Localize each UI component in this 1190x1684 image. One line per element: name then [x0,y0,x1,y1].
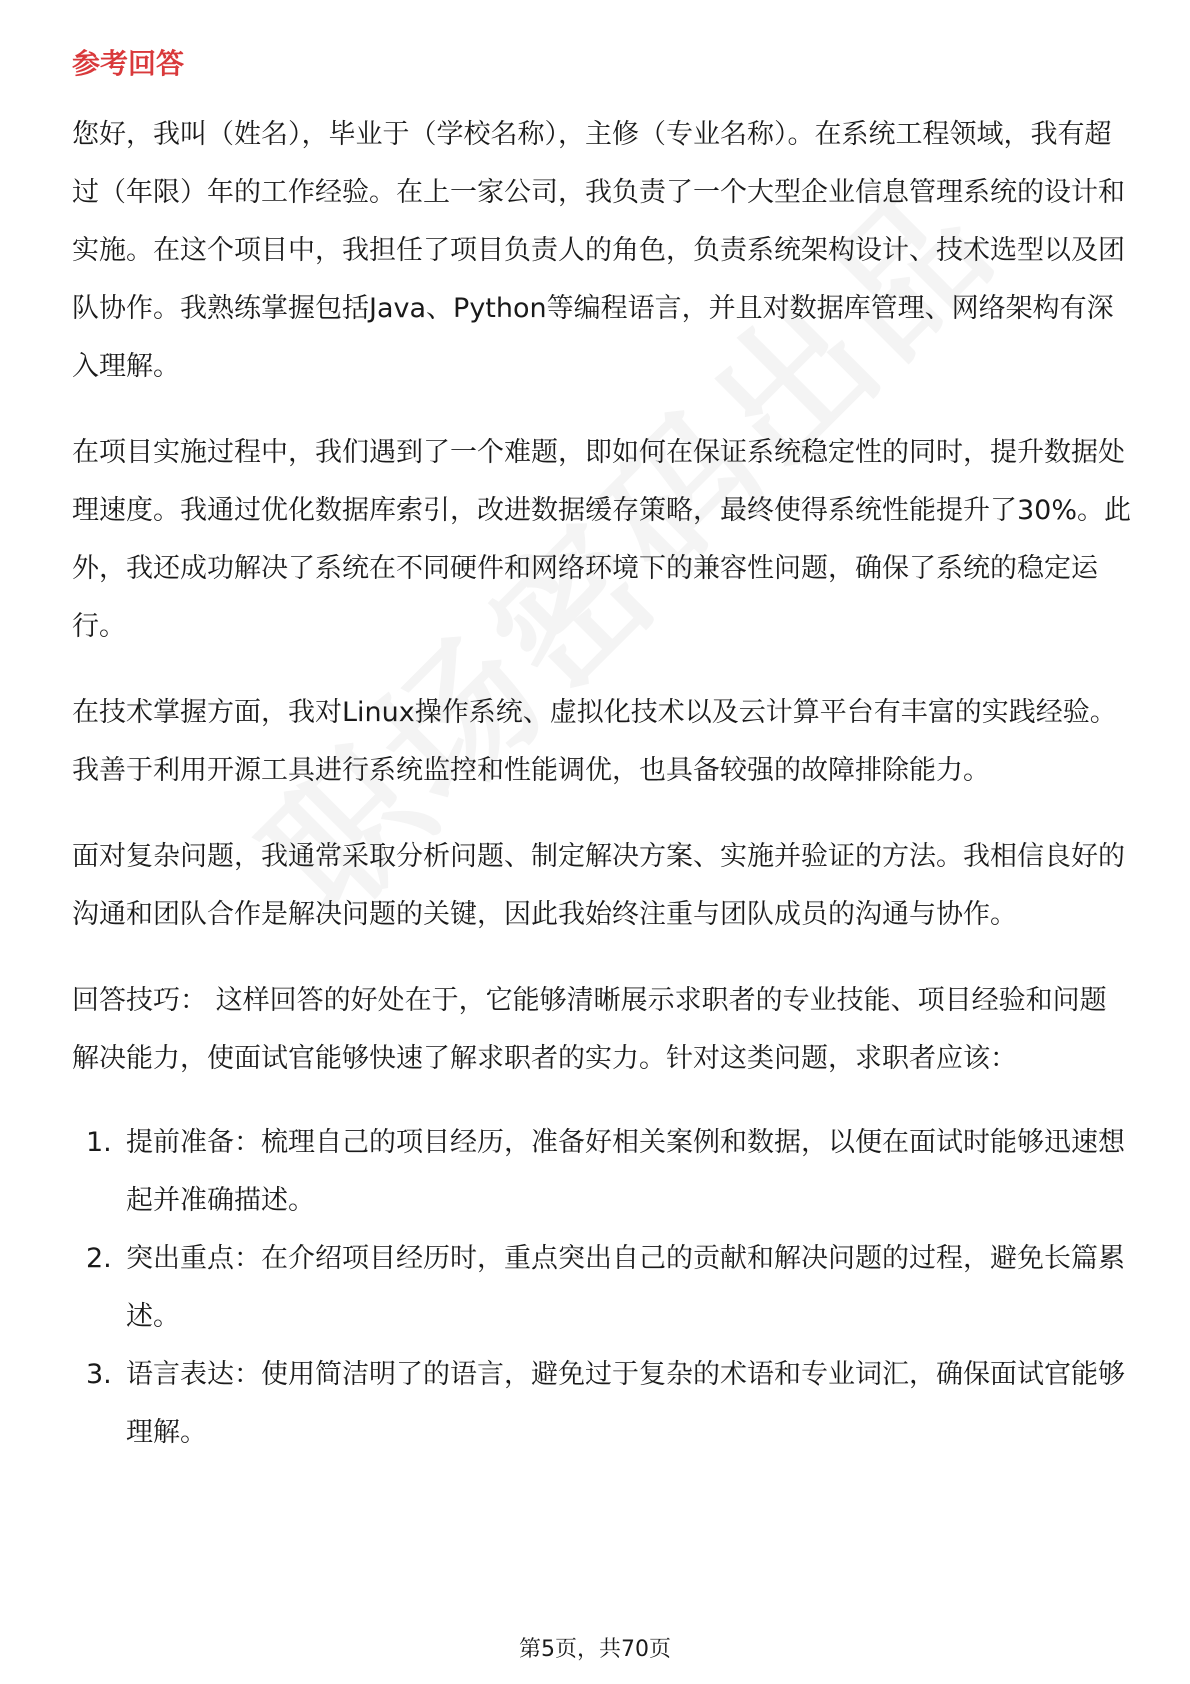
list-number: 1. [86,1127,112,1158]
paragraph-project: 在项目实施过程中，我们遇到了一个难题，即如何在保证系统稳定性的同时，提升数据处理速度。我通过优化数据库索引，改进数据缓存策略，最终使得系统性能提升了30%。此外，我还成功解决了系统在不同硬件和网络环境下的兼容性问题，确保了系统的稳定运行。 [72,437,1132,642]
list-number: 3. [86,1359,112,1390]
list-item-text: 突出重点：在介绍项目经历时，重点突出自己的贡献和解决问题的过程，避免长篇累述。 [126,1243,1125,1332]
page-number: 第5页，共70页 [519,1637,671,1662]
tips-list [72,1114,1132,1462]
document-body [72,44,1132,1462]
paragraph-tips-intro: 回答技巧： 这样回答的好处在于，它能够清晰展示求职者的专业技能、项目经验和问题解决能力，使面试官能够快速了解求职者的实力。针对这类问题，求职者应该： [72,985,1107,1074]
paragraph-approach: 面对复杂问题，我通常采取分析问题、制定解决方案、实施并验证的方法。我相信良好的沟通和团队合作是解决问题的关键，因此我始终注重与团队成员的沟通与协作。 [72,841,1125,930]
list-item [72,1230,1132,1346]
list-item [72,1346,1132,1462]
list-item [72,1114,1132,1230]
paragraph-intro: 您好，我叫（姓名），毕业于（学校名称），主修（专业名称）。在系统工程领域，我有超过（年限）年的工作经验。在上一家公司，我负责了一个大型企业信息管理系统的设计和实施。在这个项目中，我担任了项目负责人的角色，负责系统架构设计、技术选型以及团队协作。我熟练掌握包括Java、Python等编程语言，并且对数据库管理、网络架构有深入理解。 [72,119,1125,382]
section-title: 参考回答 [72,47,185,80]
list-item-text: 提前准备：梳理自己的项目经历，准备好相关案例和数据，以便在面试时能够迅速想起并准确描述。 [126,1127,1125,1216]
list-item-text: 语言表达：使用简洁明了的语言，避免过于复杂的术语和专业词汇，确保面试官能够理解。 [126,1359,1125,1448]
list-number: 2. [86,1243,112,1274]
paragraph-skills: 在技术掌握方面，我对Linux操作系统、虚拟化技术以及云计算平台有丰富的实践经验。我善于利用开源工具进行系统监控和性能调优，也具备较强的故障排除能力。 [72,697,1117,786]
